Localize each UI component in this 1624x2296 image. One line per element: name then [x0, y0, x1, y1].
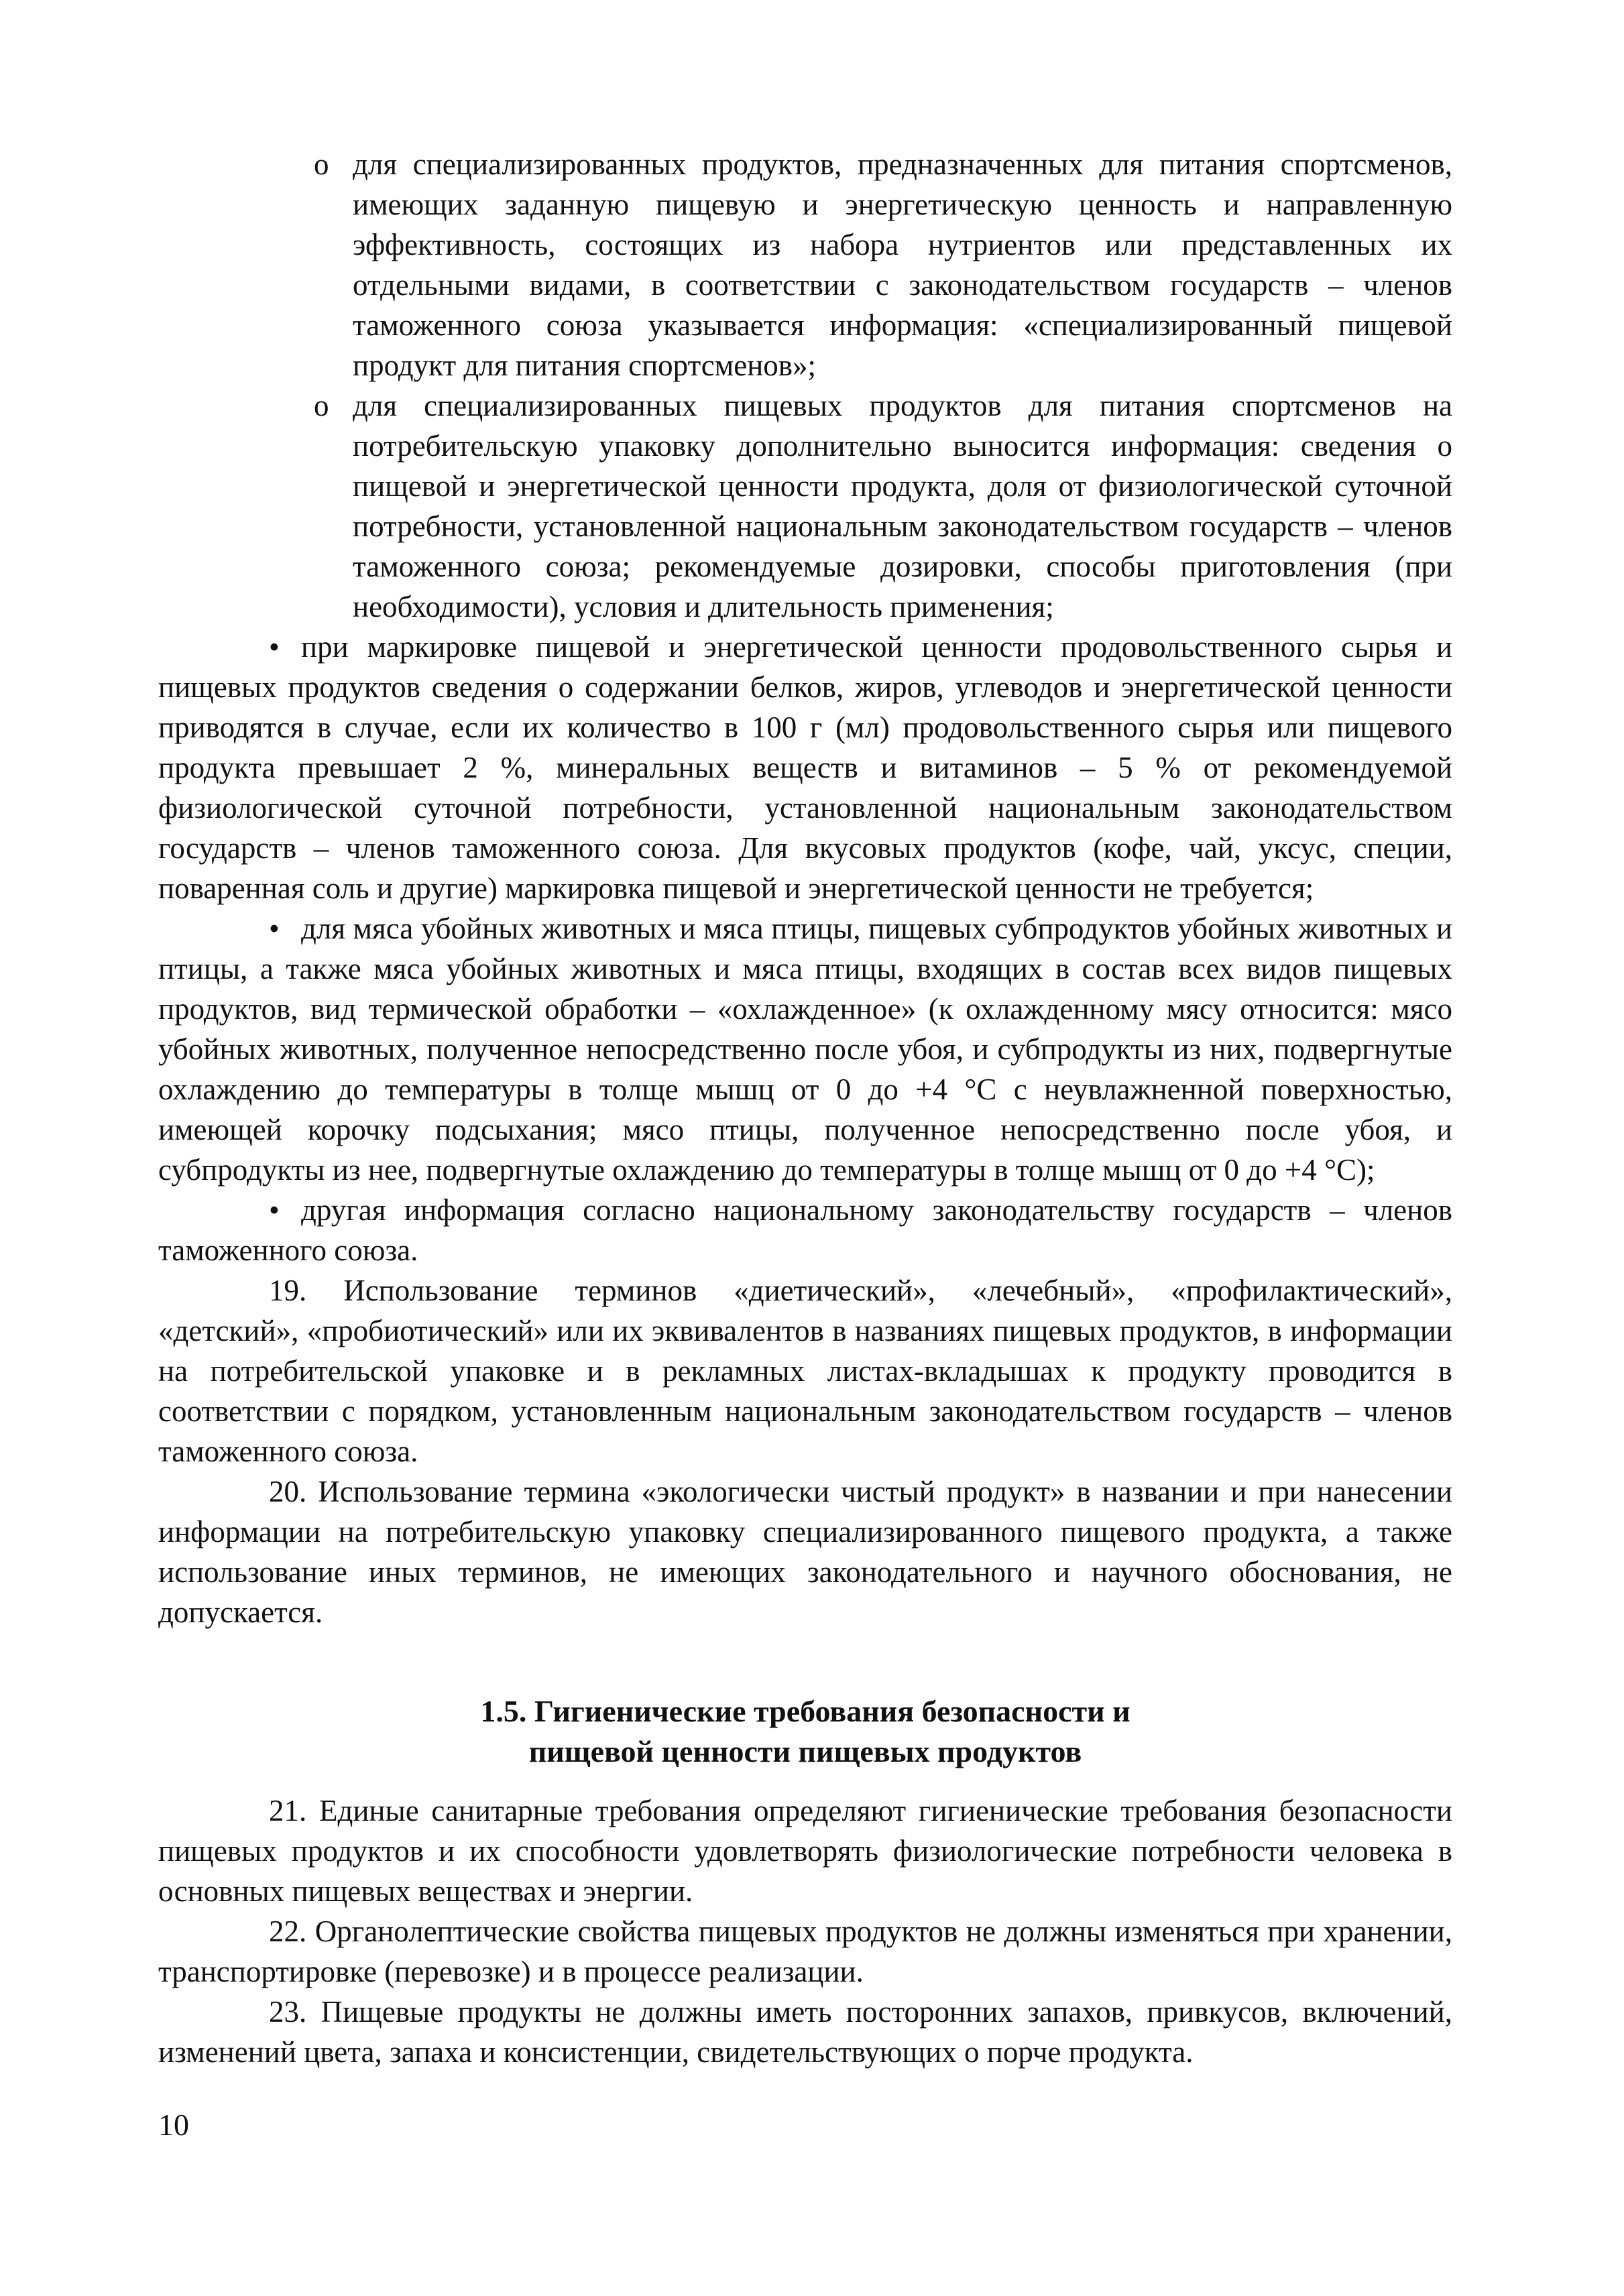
section-heading-line-1: 1.5. Гигиенические требования безопасности и [480, 1694, 1130, 1728]
bullet-item-text: другая информация согласно национальному законодательству государств – членов таможенного союза. [158, 1193, 1452, 1267]
paragraph-20: 20. Использование термина «экологически чистый продукт» в названии и при нанесении информации на потребительскую упаковку специализированного пищевого продукта, а также использование иных терминов, не имеющих законодательного и научного обоснования, не допускается. [158, 1475, 1452, 1629]
paragraph-19: 19. Использование терминов «диетический», «лечебный», «профилактический», «детский», «пробиотический» или их эквивалентов в названиях пищевых продуктов, в информации на потребительской упаковке и в рекламных листах-вкладышах к продукту проводится в соответствии с порядком, установленным национальным законодательством государств – членов таможенного союза. [158, 1274, 1452, 1468]
sub-list-item-text: для специализированных продуктов, предназначенных для питания спортсменов, имеющих заданную пищевую и энергетическую ценность и направленную эффективность, состоящих из набора нутриентов или представленных их отдельными видами, в соответствии с законодательством государств – членов таможенного союза указывается информация: «специализированный пищевой продукт для питания спортсменов»; [353, 147, 1452, 382]
sub-list-item [158, 144, 1452, 385]
bullet-icon: • [269, 1193, 280, 1227]
section-heading [158, 1691, 1452, 1772]
page-number: 10 [158, 2108, 189, 2142]
bullet-item [158, 627, 1452, 908]
paragraph-23: 23. Пищевые продукты не должны иметь посторонних запахов, привкусов, включений, изменений цвета, запаха и консистенции, свидетельствующих о порче продукта. [158, 1995, 1452, 2069]
bullet-item-text: для мяса убойных животных и мяса птицы, пищевых субпродуктов убойных животных и птицы, а также мяса убойных животных и мяса птицы, входящих в состав всех видов пищевых продуктов, вид термической обработки – «охлажденное» (к охлажденному мясу относится: мясо убойных животных, полученное непосредственно после убоя, и субпродукты из них, подвергнутые охлаждению до температуры в толще мышц от 0 до +4 °С с неувлажненной поверхностью, имеющей корочку подсыхания; мясо птицы, полученное непосредственно после убоя, и субпродукты из нее, подвергнутые охлаждению до температуры в толще мышц от 0 до +4 °С); [158, 912, 1452, 1187]
bullet-icon: • [269, 912, 280, 945]
paragraph-22: 22. Органолептические свойства пищевых продуктов не должны изменяться при хранении, транспортировке (перевозке) и в процессе реализации. [158, 1915, 1452, 1988]
sub-list-item-text: для специализированных пищевых продуктов для питания спортсменов на потребительскую упаковку дополнительно выносится информация: сведения о пищевой и энергетической ценности продукта, доля от физиологической суточной потребности, установленной национальным законодательством государств – членов таможенного союза; рекомендуемые дозировки, способы приготовления (при необходимости), условия и длительность применения; [353, 389, 1452, 623]
page-body [158, 144, 1452, 2072]
bullet-item [158, 908, 1452, 1190]
paragraph-21: 21. Единые санитарные требования определяют гигиенические требования безопасности пищевых продуктов и их способности удовлетворять физиологические потребности человека в основных пищевых веществах и энергии. [158, 1794, 1452, 1908]
bullet-icon: • [269, 630, 280, 664]
circle-bullet-icon: o [314, 147, 329, 181]
bullet-item-text: при маркировке пищевой и энергетической ценности продовольственного сырья и пищевых продуктов сведения о содержании белков, жиров, углеводов и энергетической ценности приводятся в случае, если их количество в 100 г (мл) продовольственного сырья или пищевого продукта превышает 2 %, минеральных веществ и витаминов – 5 % от рекомендуемой физиологической суточной потребности, установленной национальным законодательством государств – членов таможенного союза. Для вкусовых продуктов (кофе, чай, уксус, специи, поваренная соль и другие) маркировка пищевой и энергетической ценности не требуется; [158, 630, 1452, 905]
bullet-item [158, 1190, 1452, 1270]
circle-bullet-icon: o [314, 389, 329, 422]
sub-list-item [158, 385, 1452, 627]
section-heading-line-2: пищевой ценности пищевых продуктов [528, 1734, 1082, 1768]
